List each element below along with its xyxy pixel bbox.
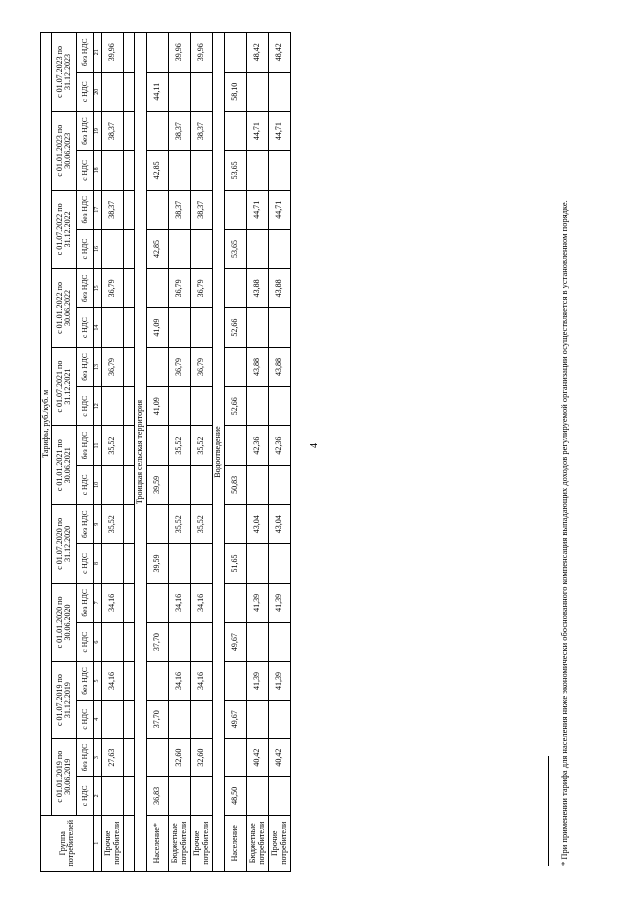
empty-cell [124, 72, 135, 111]
tariff-cell [225, 111, 247, 150]
header-period: с 01.07.2021 по 31.12.2021 [52, 347, 77, 426]
tariff-cell [169, 544, 191, 583]
tariff-cell: 35,52 [191, 426, 213, 465]
tariff-cell: 32,60 [191, 738, 213, 776]
header-column-number: 7 [94, 583, 102, 622]
tariff-cell: 34,16 [102, 583, 124, 622]
tariff-cell: 39,59 [147, 544, 169, 583]
consumer-group: Население* [147, 815, 169, 871]
tariff-cell: 41,39 [247, 583, 269, 622]
tariff-cell: 43,88 [247, 347, 269, 386]
tariff-cell: 34,16 [191, 583, 213, 622]
empty-cell [124, 426, 135, 465]
tariff-cell [269, 229, 291, 268]
tariff-cell: 34,16 [169, 583, 191, 622]
tariff-cell [225, 269, 247, 308]
tariff-cell [191, 700, 213, 738]
header-column-number: 21 [94, 33, 102, 73]
empty-cell [124, 190, 135, 229]
header-column-number: 10 [94, 465, 102, 504]
section-row [135, 33, 147, 872]
header-period: с 01.01.2021 по 30.06.2021 [52, 426, 77, 505]
header-column-number: 3 [94, 738, 102, 776]
tariff-cell [169, 151, 191, 190]
tariff-cell [269, 308, 291, 347]
tariff-cell: 48,42 [269, 33, 291, 73]
header-column-number: 1 [94, 815, 102, 871]
header-with-vat: с НДС [77, 308, 94, 347]
tariff-cell: 50,83 [225, 465, 247, 504]
header-periods-row [52, 33, 77, 872]
tariff-cell [225, 190, 247, 229]
header-column-number: 14 [94, 308, 102, 347]
tariff-cell: 36,79 [191, 347, 213, 386]
table-body [102, 33, 291, 872]
tariff-cell [247, 72, 269, 111]
tariff-cell: 35,52 [102, 426, 124, 465]
empty-cell [124, 700, 135, 738]
tariff-cell [102, 700, 124, 738]
tariff-cell [102, 229, 124, 268]
header-with-vat: с НДС [77, 72, 94, 111]
tariff-cell [191, 465, 213, 504]
tariff-cell: 51,65 [225, 544, 247, 583]
tariff-cell [169, 387, 191, 426]
tariff-cell: 53,65 [225, 229, 247, 268]
tariff-cell [225, 738, 247, 776]
tariff-cell [147, 426, 169, 465]
tariff-cell: 43,88 [247, 269, 269, 308]
header-period: с 01.07.2023 по 31.12.2023 [52, 33, 77, 112]
tariff-cell: 38,37 [169, 111, 191, 150]
tariff-cell [191, 777, 213, 815]
empty-cell [124, 111, 135, 150]
tariff-cell [102, 465, 124, 504]
tariff-cell [225, 662, 247, 700]
header-period: с 01.01.2022 по 30.06.2022 [52, 269, 77, 348]
tariff-cell [147, 738, 169, 776]
tariff-cell [169, 465, 191, 504]
tariff-cell: 35,52 [191, 505, 213, 544]
tariff-cell: 36,79 [169, 347, 191, 386]
empty-cell [124, 229, 135, 268]
tariff-cell: 36,83 [147, 777, 169, 815]
section-title: Водоотведение [213, 33, 225, 872]
tariff-cell [169, 700, 191, 738]
header-tariffs: Тарифы, руб./куб. м [41, 33, 52, 816]
tariff-cell [269, 777, 291, 815]
tariff-cell: 35,52 [169, 426, 191, 465]
tariff-cell: 43,88 [269, 269, 291, 308]
tariff-cell [102, 387, 124, 426]
header-column-number: 11 [94, 426, 102, 465]
tariff-table [40, 32, 291, 872]
tariff-cell [225, 505, 247, 544]
tariff-cell [269, 700, 291, 738]
consumer-group: Прочие потребители [269, 815, 291, 871]
tariff-cell [247, 229, 269, 268]
tariff-cell [169, 622, 191, 661]
header-column-number: 8 [94, 544, 102, 583]
header-period: с 01.07.2022 по 31.12.2022 [52, 190, 77, 269]
table-row [147, 33, 169, 872]
header-period: с 01.07.2019 по 31.12.2019 [52, 662, 77, 739]
table-row [169, 33, 191, 872]
tariff-cell [169, 72, 191, 111]
tariff-cell [191, 72, 213, 111]
tariff-cell [147, 111, 169, 150]
tariff-cell [191, 229, 213, 268]
empty-cell [124, 544, 135, 583]
table-row [191, 33, 213, 872]
tariff-cell: 39,96 [102, 33, 124, 73]
tariff-cell [147, 583, 169, 622]
header-without-vat: без НДС [77, 347, 94, 386]
header-column-number: 15 [94, 269, 102, 308]
tariff-cell [102, 544, 124, 583]
tariff-cell: 32,60 [169, 738, 191, 776]
empty-cell [124, 777, 135, 815]
tariff-cell [102, 72, 124, 111]
tariff-cell: 48,50 [225, 777, 247, 815]
tariff-cell: 44,11 [147, 72, 169, 111]
header-group: Группа потребителей [41, 815, 94, 871]
empty-cell [124, 662, 135, 700]
tariff-cell: 43,88 [269, 347, 291, 386]
header-without-vat: без НДС [77, 505, 94, 544]
empty-cell [124, 815, 135, 871]
tariff-cell: 39,59 [147, 465, 169, 504]
header-column-number: 18 [94, 151, 102, 190]
header-without-vat: без НДС [77, 583, 94, 622]
tariff-cell: 36,79 [102, 269, 124, 308]
tariff-cell [191, 151, 213, 190]
tariff-cell: 40,42 [269, 738, 291, 776]
tariff-cell [102, 777, 124, 815]
header-with-vat: с НДС [77, 700, 94, 738]
header-period: с 01.01.2019 по 30.06.2019 [52, 738, 77, 815]
header-with-vat: с НДС [77, 465, 94, 504]
tariff-cell: 41,39 [247, 662, 269, 700]
tariff-cell [169, 229, 191, 268]
header-column-number: 16 [94, 229, 102, 268]
tariff-cell [191, 622, 213, 661]
header-with-vat: с НДС [77, 151, 94, 190]
tariff-cell: 49,67 [225, 622, 247, 661]
tariff-cell [269, 544, 291, 583]
tariff-cell [247, 308, 269, 347]
header-with-vat: с НДС [77, 387, 94, 426]
tariff-cell: 44,71 [269, 190, 291, 229]
tariff-cell: 34,16 [191, 662, 213, 700]
tariff-cell: 35,52 [102, 505, 124, 544]
tariff-cell: 43,04 [247, 505, 269, 544]
consumer-group: Прочие потребители [102, 815, 124, 871]
tariff-cell [225, 583, 247, 622]
consumer-group: Прочие потребители [191, 815, 213, 871]
tariff-cell [147, 33, 169, 73]
tariff-cell: 41,09 [147, 387, 169, 426]
tariff-cell [102, 308, 124, 347]
tariff-cell [247, 465, 269, 504]
tariff-cell [247, 387, 269, 426]
table-row [247, 33, 269, 872]
tariff-cell: 38,37 [102, 190, 124, 229]
header-period: с 01.01.2023 по 30.06.2023 [52, 111, 77, 190]
tariff-cell [191, 308, 213, 347]
tariff-cell [147, 347, 169, 386]
blank-row [124, 33, 135, 872]
empty-cell [124, 151, 135, 190]
table-row [269, 33, 291, 872]
tariff-cell: 42,36 [269, 426, 291, 465]
footnote: * При применении тарифа для населения ниже экономически обоснованного компенсация выпадающих доходов регулируемой организации осуществляется в установленном порядке. [559, 200, 569, 866]
header-without-vat: без НДС [77, 269, 94, 308]
header-without-vat: без НДС [77, 33, 94, 73]
tariff-cell [225, 33, 247, 73]
empty-cell [124, 583, 135, 622]
header-without-vat: без НДС [77, 111, 94, 150]
header-column-number: 5 [94, 662, 102, 700]
tariff-cell: 39,96 [169, 33, 191, 73]
tariff-cell: 58,10 [225, 72, 247, 111]
tariff-cell [247, 700, 269, 738]
header-period: с 01.01.2020 по 30.06.2020 [52, 583, 77, 662]
tariff-cell: 36,79 [102, 347, 124, 386]
tariff-cell [191, 544, 213, 583]
tariff-cell [102, 622, 124, 661]
tariff-cell: 35,52 [169, 505, 191, 544]
tariff-cell: 42,85 [147, 151, 169, 190]
empty-cell [124, 622, 135, 661]
tariff-cell: 41,09 [147, 308, 169, 347]
empty-cell [124, 738, 135, 776]
empty-cell [124, 465, 135, 504]
section-row [213, 33, 225, 872]
tariff-cell: 27,63 [102, 738, 124, 776]
tariff-cell [269, 387, 291, 426]
empty-cell [124, 33, 135, 73]
header-with-vat: с НДС [77, 777, 94, 815]
header-without-vat: без НДС [77, 662, 94, 700]
tariff-cell: 44,71 [247, 111, 269, 150]
header-without-vat: без НДС [77, 738, 94, 776]
empty-cell [124, 269, 135, 308]
header-column-number: 20 [94, 72, 102, 111]
tariff-cell [169, 777, 191, 815]
tariff-cell: 42,36 [247, 426, 269, 465]
header-column-number: 13 [94, 347, 102, 386]
tariff-cell: 36,79 [191, 269, 213, 308]
tariff-cell: 38,37 [102, 111, 124, 150]
empty-cell [124, 387, 135, 426]
tariff-cell: 38,37 [191, 111, 213, 150]
header-without-vat: без НДС [77, 190, 94, 229]
tariff-table-container [40, 32, 291, 872]
header-column-number: 12 [94, 387, 102, 426]
tariff-cell: 52,66 [225, 387, 247, 426]
tariff-cell [269, 72, 291, 111]
tariff-cell [169, 308, 191, 347]
tariff-cell [147, 662, 169, 700]
tariff-cell: 41,39 [269, 583, 291, 622]
tariff-cell [225, 426, 247, 465]
tariff-cell [225, 347, 247, 386]
empty-cell [124, 505, 135, 544]
tariff-cell: 52,66 [225, 308, 247, 347]
tariff-cell: 40,42 [247, 738, 269, 776]
tariff-cell: 42,85 [147, 229, 169, 268]
header-column-number: 9 [94, 505, 102, 544]
header-column-number: 19 [94, 111, 102, 150]
footnote-rule [548, 756, 549, 866]
tariff-cell [269, 151, 291, 190]
header-column-number: 4 [94, 700, 102, 738]
tariff-cell: 49,67 [225, 700, 247, 738]
empty-cell [124, 347, 135, 386]
tariff-cell: 39,96 [191, 33, 213, 73]
tariff-cell [269, 465, 291, 504]
header-vat-row [77, 33, 94, 872]
header-with-vat: с НДС [77, 229, 94, 268]
tariff-cell [247, 777, 269, 815]
table-row [102, 33, 124, 872]
tariff-cell [247, 151, 269, 190]
page-number: 4 [309, 443, 320, 448]
table-header [41, 33, 102, 872]
tariff-cell: 37,70 [147, 700, 169, 738]
table-row [225, 33, 247, 872]
tariff-cell [269, 622, 291, 661]
tariff-cell [247, 622, 269, 661]
tariff-cell: 43,04 [269, 505, 291, 544]
tariff-cell: 34,16 [169, 662, 191, 700]
section-title: Троицкая сельская территория [135, 33, 147, 872]
header-period: с 01.07.2020 по 31.12.2020 [52, 505, 77, 584]
tariff-cell: 37,70 [147, 622, 169, 661]
tariff-cell: 44,71 [269, 111, 291, 150]
consumer-group: Бюджетные потребители [169, 815, 191, 871]
tariff-cell: 38,37 [169, 190, 191, 229]
tariff-cell [191, 387, 213, 426]
tariff-cell: 34,16 [102, 662, 124, 700]
tariff-cell [247, 544, 269, 583]
header-column-number: 17 [94, 190, 102, 229]
tariff-cell: 48,42 [247, 33, 269, 73]
tariff-cell: 53,65 [225, 151, 247, 190]
consumer-group: Бюджетные потребители [247, 815, 269, 871]
tariff-cell: 36,79 [169, 269, 191, 308]
header-column-number: 2 [94, 777, 102, 815]
tariff-cell [102, 151, 124, 190]
tariff-cell [147, 269, 169, 308]
header-column-numbers-row [94, 33, 102, 872]
header-without-vat: без НДС [77, 426, 94, 465]
tariff-cell: 41,39 [269, 662, 291, 700]
header-with-vat: с НДС [77, 544, 94, 583]
empty-cell [124, 308, 135, 347]
consumer-group: Население [225, 815, 247, 871]
tariff-cell: 38,37 [191, 190, 213, 229]
header-with-vat: с НДС [77, 622, 94, 661]
tariff-cell: 44,71 [247, 190, 269, 229]
header-column-number: 6 [94, 622, 102, 661]
tariff-cell [147, 190, 169, 229]
tariff-cell [147, 505, 169, 544]
